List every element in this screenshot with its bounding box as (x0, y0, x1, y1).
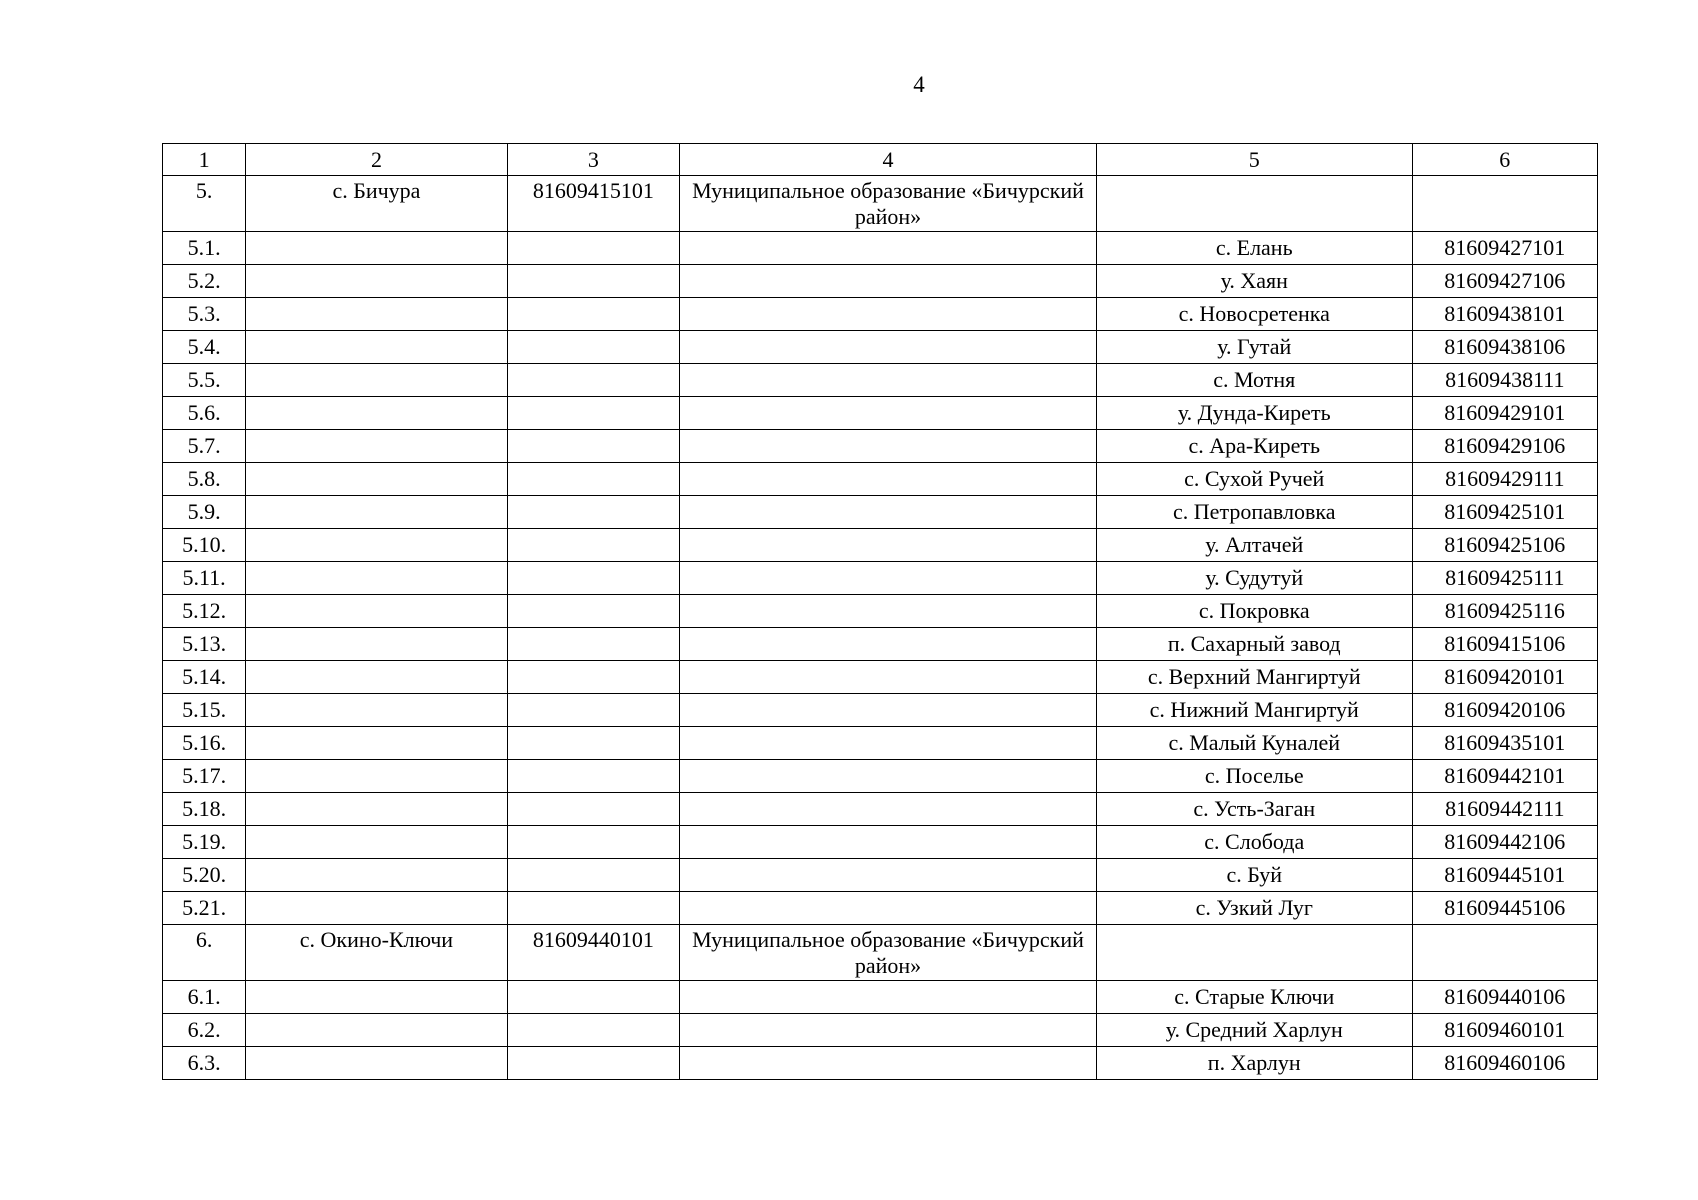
settlement-name-cell: у. Средний Харлун (1096, 1014, 1412, 1047)
locality-code-cell (507, 265, 679, 298)
table-row (163, 859, 1598, 892)
municipality-cell (680, 628, 1097, 661)
row-number-cell: 5.9. (163, 496, 246, 529)
municipality-cell (680, 1047, 1097, 1080)
settlement-code-cell: 81609442101 (1412, 760, 1597, 793)
municipality-cell (680, 595, 1097, 628)
header-cell-3: 3 (507, 144, 679, 176)
settlement-name-cell: у. Дунда-Киреть (1096, 397, 1412, 430)
row-number-cell: 5.1. (163, 232, 246, 265)
municipality-cell (680, 298, 1097, 331)
settlement-name-cell (1096, 925, 1412, 981)
municipality-cell (680, 661, 1097, 694)
row-number-cell: 5.10. (163, 529, 246, 562)
municipality-cell (680, 265, 1097, 298)
municipality-cell: Муниципальное образование «Бичурский район» (680, 176, 1097, 232)
settlement-name-cell: у. Гутай (1096, 331, 1412, 364)
locality-code-cell (507, 1047, 679, 1080)
municipality-cell (680, 826, 1097, 859)
locality-name-cell (246, 298, 508, 331)
settlement-code-cell: 81609438101 (1412, 298, 1597, 331)
locality-name-cell (246, 826, 508, 859)
municipality-cell (680, 1014, 1097, 1047)
municipality-cell (680, 859, 1097, 892)
row-number-cell: 5.3. (163, 298, 246, 331)
municipality-cell: Муниципальное образование «Бичурский район» (680, 925, 1097, 981)
settlement-code-cell (1412, 925, 1597, 981)
row-number-cell: 5.8. (163, 463, 246, 496)
row-number-cell: 5.12. (163, 595, 246, 628)
settlement-code-cell: 81609445101 (1412, 859, 1597, 892)
settlement-name-cell: с. Покровка (1096, 595, 1412, 628)
locality-code-cell (507, 298, 679, 331)
settlement-name-cell: с. Елань (1096, 232, 1412, 265)
settlement-name-cell: с. Верхний Мангиртуй (1096, 661, 1412, 694)
table-row (163, 298, 1598, 331)
settlement-name-cell: с. Поселье (1096, 760, 1412, 793)
settlement-code-cell: 81609438106 (1412, 331, 1597, 364)
row-number-cell: 5.20. (163, 859, 246, 892)
settlement-code-cell: 81609425116 (1412, 595, 1597, 628)
settlement-name-cell: с. Слобода (1096, 826, 1412, 859)
municipality-cell (680, 364, 1097, 397)
locality-code-cell (507, 331, 679, 364)
settlement-name-cell: у. Судутуй (1096, 562, 1412, 595)
settlement-name-cell: с. Сухой Ручей (1096, 463, 1412, 496)
locality-name-cell (246, 628, 508, 661)
table-row (163, 364, 1598, 397)
table-row (163, 727, 1598, 760)
settlement-name-cell: с. Нижний Мангиртуй (1096, 694, 1412, 727)
settlement-code-cell: 81609427106 (1412, 265, 1597, 298)
locality-name-cell: с. Окино-Ключи (246, 925, 508, 981)
row-number-cell: 6.3. (163, 1047, 246, 1080)
municipality-cell (680, 331, 1097, 364)
locality-name-cell (246, 430, 508, 463)
table-row (163, 496, 1598, 529)
table-row (163, 529, 1598, 562)
settlement-code-cell: 81609460101 (1412, 1014, 1597, 1047)
municipality-cell (680, 430, 1097, 463)
municipality-cell (680, 760, 1097, 793)
row-number-cell: 5.15. (163, 694, 246, 727)
row-number-cell: 5.7. (163, 430, 246, 463)
locality-code-cell (507, 859, 679, 892)
table-row (163, 397, 1598, 430)
table-row (163, 463, 1598, 496)
municipality-cell (680, 232, 1097, 265)
row-number-cell: 5. (163, 176, 246, 232)
locality-code-cell (507, 463, 679, 496)
settlement-name-cell: с. Старые Ключи (1096, 981, 1412, 1014)
locality-code-cell (507, 661, 679, 694)
municipality-cell (680, 892, 1097, 925)
municipality-cell (680, 694, 1097, 727)
settlement-name-cell: п. Харлун (1096, 1047, 1412, 1080)
row-number-cell: 5.14. (163, 661, 246, 694)
municipality-cell (680, 496, 1097, 529)
settlement-code-cell: 81609445106 (1412, 892, 1597, 925)
locality-code-cell (507, 826, 679, 859)
locality-name-cell: с. Бичура (246, 176, 508, 232)
municipality-cell (680, 463, 1097, 496)
table-row (163, 430, 1598, 463)
table-body (163, 176, 1598, 1080)
table-row (163, 595, 1598, 628)
locality-code-cell (507, 694, 679, 727)
settlement-name-cell: у. Хаян (1096, 265, 1412, 298)
settlement-name-cell: с. Ара-Киреть (1096, 430, 1412, 463)
settlement-name-cell: с. Буй (1096, 859, 1412, 892)
row-number-cell: 5.16. (163, 727, 246, 760)
locality-code-cell (507, 727, 679, 760)
locality-name-cell (246, 694, 508, 727)
settlement-code-cell: 81609429106 (1412, 430, 1597, 463)
settlement-code-cell: 81609429101 (1412, 397, 1597, 430)
locality-code-cell (507, 1014, 679, 1047)
locality-name-cell (246, 727, 508, 760)
settlement-code-cell: 81609442106 (1412, 826, 1597, 859)
table-row (163, 331, 1598, 364)
table-row (163, 661, 1598, 694)
municipality-cell (680, 562, 1097, 595)
locality-code-cell (507, 793, 679, 826)
settlement-code-cell: 81609440106 (1412, 981, 1597, 1014)
settlement-code-cell: 81609442111 (1412, 793, 1597, 826)
table-row (163, 1014, 1598, 1047)
locality-name-cell (246, 1014, 508, 1047)
header-row (163, 144, 1598, 176)
locality-code-cell: 81609415101 (507, 176, 679, 232)
row-number-cell: 5.17. (163, 760, 246, 793)
locality-name-cell (246, 364, 508, 397)
locality-name-cell (246, 661, 508, 694)
locality-name-cell (246, 793, 508, 826)
locality-code-cell (507, 496, 679, 529)
settlement-code-cell: 81609427101 (1412, 232, 1597, 265)
locality-name-cell (246, 265, 508, 298)
row-number-cell: 5.5. (163, 364, 246, 397)
locality-code-cell (507, 562, 679, 595)
locality-code-cell (507, 397, 679, 430)
row-number-cell: 5.11. (163, 562, 246, 595)
municipality-cell (680, 397, 1097, 430)
locality-name-cell (246, 981, 508, 1014)
header-cell-2: 2 (246, 144, 508, 176)
locality-name-cell (246, 232, 508, 265)
settlement-name-cell: с. Мотня (1096, 364, 1412, 397)
settlement-code-cell: 81609429111 (1412, 463, 1597, 496)
locality-name-cell (246, 1047, 508, 1080)
row-number-cell: 5.18. (163, 793, 246, 826)
table-row (163, 1047, 1598, 1080)
locality-name-cell (246, 859, 508, 892)
settlement-code-cell: 81609435101 (1412, 727, 1597, 760)
locality-code-cell (507, 628, 679, 661)
locality-name-cell (246, 463, 508, 496)
row-number-cell: 5.6. (163, 397, 246, 430)
municipality-cell (680, 981, 1097, 1014)
settlement-code-cell: 81609425101 (1412, 496, 1597, 529)
locality-name-cell (246, 397, 508, 430)
table-row (163, 925, 1598, 981)
settlement-code-cell: 81609425106 (1412, 529, 1597, 562)
header-cell-6: 6 (1412, 144, 1597, 176)
locality-name-cell (246, 760, 508, 793)
table-row (163, 793, 1598, 826)
locality-code-cell (507, 892, 679, 925)
row-number-cell: 5.4. (163, 331, 246, 364)
table-row (163, 694, 1598, 727)
locality-name-cell (246, 331, 508, 364)
settlement-name-cell: с. Петропавловка (1096, 496, 1412, 529)
table-row (163, 232, 1598, 265)
header-cell-4: 4 (680, 144, 1097, 176)
locality-name-cell (246, 529, 508, 562)
settlement-code-cell: 81609415106 (1412, 628, 1597, 661)
page-number: 4 (913, 72, 925, 97)
locality-code-cell (507, 760, 679, 793)
table-header (163, 144, 1598, 176)
settlement-code-cell: 81609420106 (1412, 694, 1597, 727)
locality-code-cell (507, 981, 679, 1014)
header-cell-5: 5 (1096, 144, 1412, 176)
row-number-cell: 5.21. (163, 892, 246, 925)
settlement-name-cell: с. Узкий Луг (1096, 892, 1412, 925)
settlement-name-cell: п. Сахарный завод (1096, 628, 1412, 661)
settlement-code-cell: 81609420101 (1412, 661, 1597, 694)
row-number-cell: 5.19. (163, 826, 246, 859)
settlement-name-cell (1096, 176, 1412, 232)
table-row (163, 628, 1598, 661)
settlement-code-cell: 81609460106 (1412, 1047, 1597, 1080)
municipality-cell (680, 529, 1097, 562)
table-row (163, 760, 1598, 793)
table-row (163, 265, 1598, 298)
locality-code-cell (507, 430, 679, 463)
settlement-code-cell: 81609438111 (1412, 364, 1597, 397)
settlement-code-cell: 81609425111 (1412, 562, 1597, 595)
locality-name-cell (246, 595, 508, 628)
settlement-name-cell: с. Усть-Заган (1096, 793, 1412, 826)
table-row (163, 892, 1598, 925)
table-row (163, 176, 1598, 232)
table-row (163, 562, 1598, 595)
settlement-code-cell (1412, 176, 1597, 232)
row-number-cell: 6. (163, 925, 246, 981)
table-row (163, 826, 1598, 859)
locality-name-cell (246, 496, 508, 529)
locality-code-cell (507, 232, 679, 265)
settlements-table (162, 143, 1598, 1080)
locality-name-cell (246, 892, 508, 925)
row-number-cell: 6.2. (163, 1014, 246, 1047)
locality-code-cell (507, 529, 679, 562)
row-number-cell: 5.2. (163, 265, 246, 298)
locality-code-cell (507, 595, 679, 628)
settlement-name-cell: у. Алтачей (1096, 529, 1412, 562)
row-number-cell: 6.1. (163, 981, 246, 1014)
locality-name-cell (246, 562, 508, 595)
locality-code-cell (507, 364, 679, 397)
row-number-cell: 5.13. (163, 628, 246, 661)
settlement-name-cell: с. Новосретенка (1096, 298, 1412, 331)
municipality-cell (680, 793, 1097, 826)
settlement-name-cell: с. Малый Куналей (1096, 727, 1412, 760)
header-cell-1: 1 (163, 144, 246, 176)
locality-code-cell: 81609440101 (507, 925, 679, 981)
municipality-cell (680, 727, 1097, 760)
table-row (163, 981, 1598, 1014)
